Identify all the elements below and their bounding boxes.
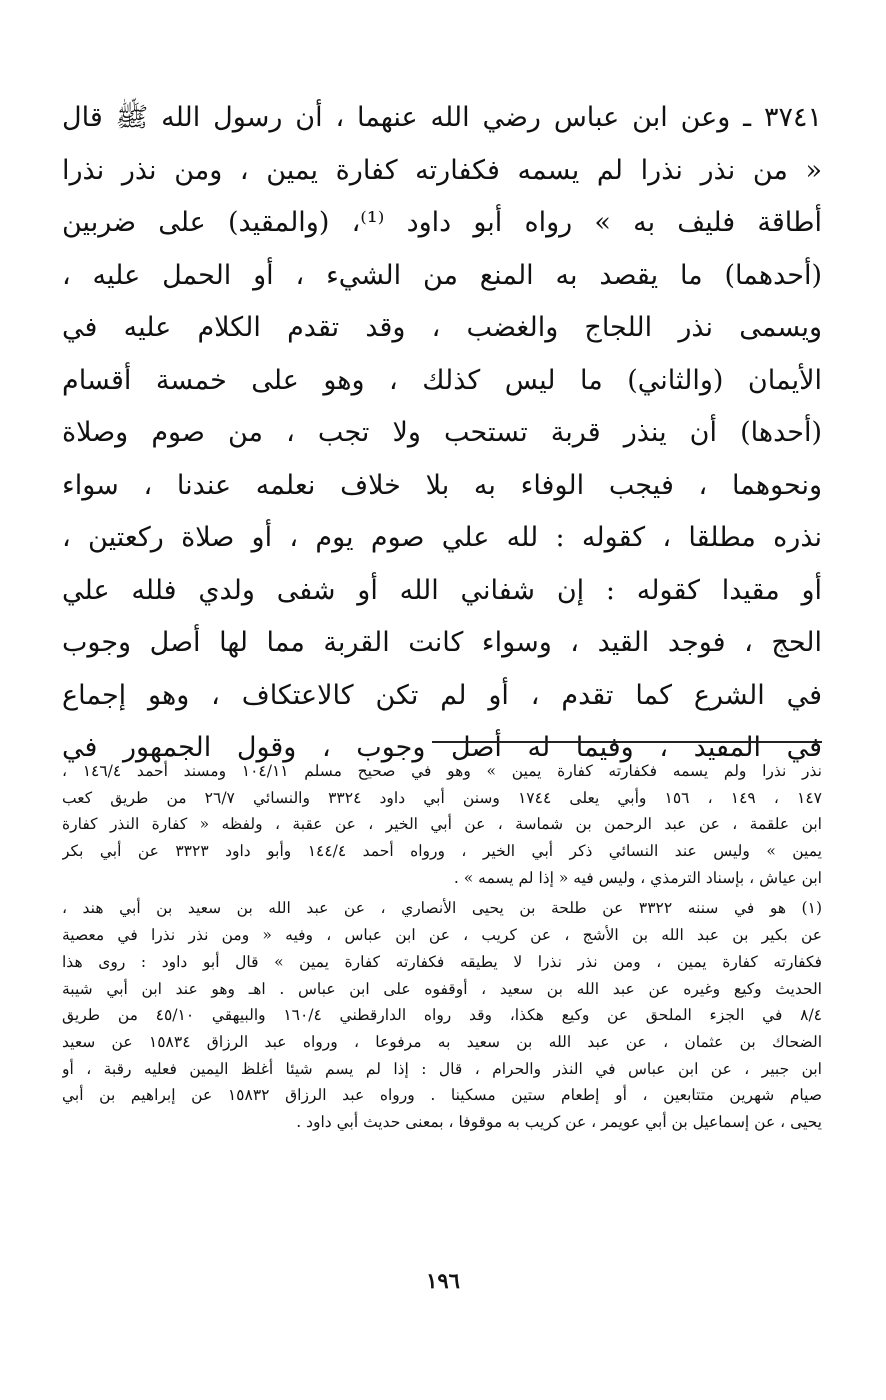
- footnote-line: ابن جبير ، عن ابن عباس في النذر والحرام ، قال : إذا لم يسم شيئا أغلظ اليمين فعليه رقبة ، أو: [62, 1059, 822, 1078]
- footnote-line: يمين » وليس عند النسائي ذكر أبي الخير ، ورواه أحمد ١٤٤/٤ وأبو داود ٣٣٢٣ عن أبي بكر: [62, 842, 822, 861]
- main-text-line: أطاقة فليف به » رواه أبو داود ⁽¹⁾، (والمقيد) على ضربين: [62, 207, 822, 238]
- footnote-line: صيام شهرين متتابعين ، أو إطعام ستين مسكينا . ورواه عبد الرزاق ١٥٨٣٢ عن إبراهيم بن أبي: [62, 1086, 822, 1105]
- main-text-line: أو مقيدا كقوله : إن شفاني الله أو شفى ولدي فلله علي: [62, 574, 822, 606]
- main-text-line: ويسمى نذر اللجاج والغضب ، وقد تقدم الكلام عليه في: [62, 312, 822, 343]
- footnote-line: الحديث وكيع وغيره عن عبد الله بن سعيد ، أوقفوه على ابن عباس . اهـ وهو عند ابن أبي شيبة: [62, 979, 822, 998]
- footnote-line: نذر نذرا ولم يسمه فكفارته كفارة يمين » وهو في صحيح مسلم ١٠٤/١١ ومسند أحمد ١٤٦/٤ ،: [62, 762, 822, 780]
- main-text-line: « من نذر نذرا لم يسمه فكفارته كفارة يمين ، ومن نذر نذرا: [62, 154, 822, 186]
- main-text-line: الأيمان (والثاني) ما ليس كذلك ، وهو على خمسة أقسام: [62, 364, 822, 396]
- main-text-line: (أحدهما) ما يقصد به المنع من الشيء ، أو الحمل عليه ،: [62, 259, 822, 291]
- footnote-line: يحيى ، عن إسماعيل بن أبي عويمر ، عن كريب به موقوفا ، بمعنى حديث أبي داود .: [296, 1112, 822, 1131]
- footnote-line: ابن علقمة ، عن عبد الرحمن بن شماسة ، عن أبي الخير ، عن عقبة ، ولفظه « كفارة النذر كفارة: [62, 815, 822, 834]
- main-text-line: نذره مطلقا ، كقوله : لله علي صوم يوم ، أو صلاة ركعتين ،: [62, 522, 822, 553]
- main-text-line: في المقيد ، وفيما له أصل وجوب ، وقول الجمهور في: [62, 732, 822, 763]
- main-text-block: [62, 92, 822, 775]
- footnote-line: ٨/٤ في الجزء الملحق عن وكيع هكذا، وقد رواه الدارقطني ١٦٠/٤ والبيهقي ٤٥/١٠ من طريق: [62, 1006, 822, 1025]
- footnote-line: (١) هو في سننه ٣٣٢٢ عن طلحة بن يحيى الأنصاري ، عن عبد الله بن سعيد بن أبي هند ،: [62, 899, 822, 918]
- footnote-line: الضحاك بن عثمان ، عن عبد الله بن سعيد به مرفوعا ، ورواه عبد الرزاق ١٥٨٣٤ عن سعيد: [62, 1032, 822, 1051]
- footnotes-block: [62, 758, 822, 1136]
- footnote-line: ابن عياش ، بإسناد الترمذي ، وليس فيه « إذا لم يسمه » .: [453, 868, 822, 887]
- main-text-line: في الشرع كما تقدم ، أو لم تكن كالاعتكاف ، وهو إجماع: [62, 679, 822, 711]
- main-text-line: ونحوهما ، فيجب الوفاء به بلا خلاف نعلمه عندنا ، سواء: [62, 469, 822, 501]
- footnote-divider: [432, 741, 822, 743]
- main-text-line: (أحدها) أن ينذر قربة تستحب ولا تجب ، من صوم وصلاة: [62, 417, 822, 448]
- main-text-line: الحج ، فوجد القيد ، وسواء كانت القربة مما لها أصل وجوب: [62, 627, 822, 658]
- footnote-line: فكفارته كفارة يمين ، ومن نذر نذرا لا يطيقه فكفارته كفارة يمين » قال أبو داود : روى هذا: [62, 952, 822, 971]
- main-text-line: ٣٧٤١ ـ وعن ابن عباس رضي الله عنهما ، أن رسول الله ﷺ قال: [62, 102, 822, 133]
- footnote-line: عن بكير بن عبد الله بن الأشج ، عن كريب ، عن ابن عباس ، وفيه « ومن نذر نذرا في معصية: [62, 926, 822, 945]
- page-number: ١٩٦: [426, 1268, 460, 1293]
- footnote-line: ١٤٧ ، ١٤٩ ، ١٥٦ وأبي يعلى ١٧٤٤ وسنن أبي داود ٣٣٢٤ والنسائي ٢٦/٧ من طريق كعب: [62, 788, 822, 807]
